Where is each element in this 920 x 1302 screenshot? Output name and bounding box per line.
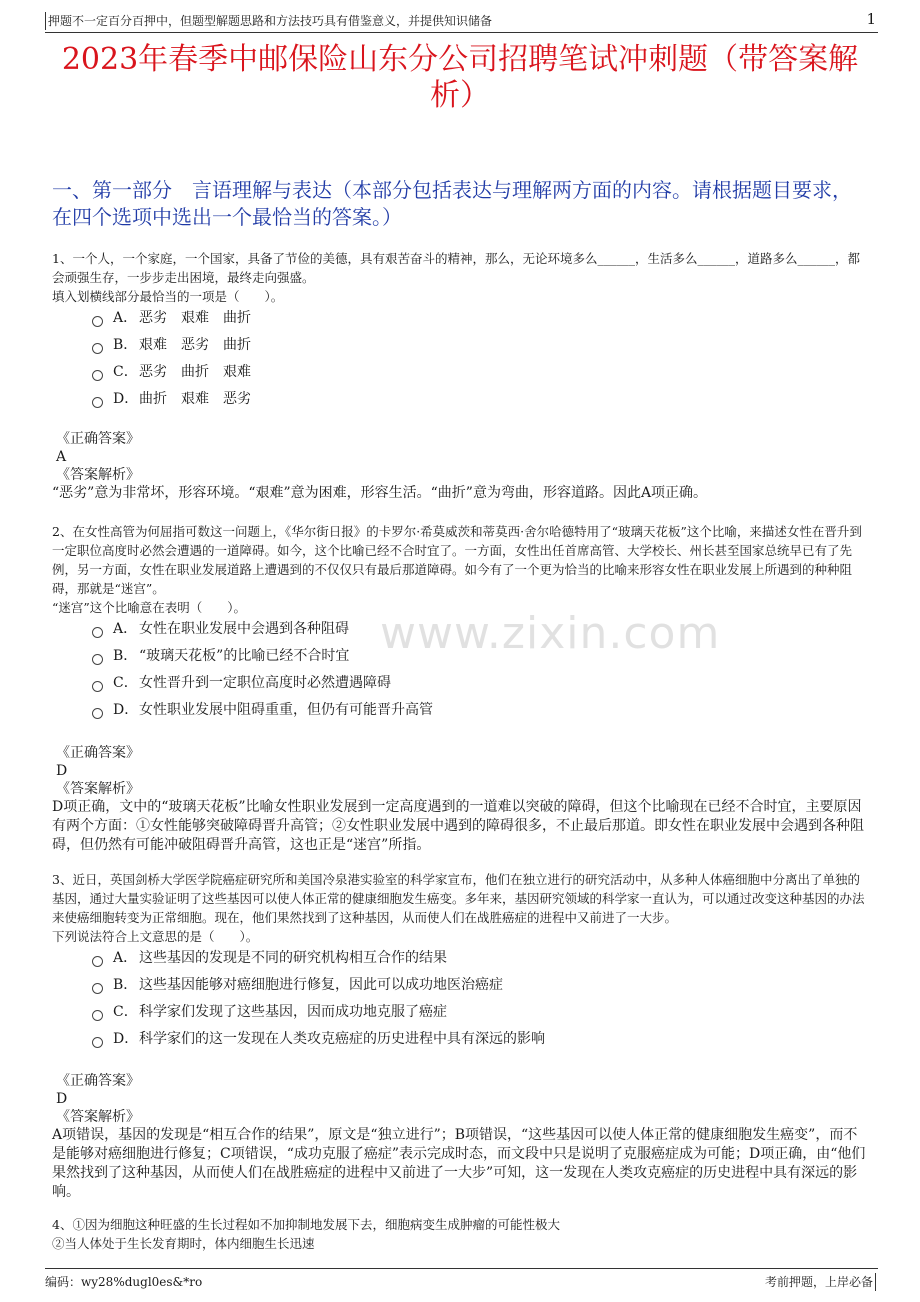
option-d[interactable]: D． 女性职业发展中阻碍重重，但仍有可能晋升高管 <box>92 697 852 724</box>
footer-code: 编码：wy28%dugl0es&*ro <box>45 1275 203 1289</box>
watermark: www.zixin.com <box>380 608 721 659</box>
question-4-line-2: ②当人体处于生长发育期时，体内细胞生长迅速 <box>52 1236 315 1251</box>
explain-tag: 《答案解析》 <box>56 467 140 483</box>
radio-icon[interactable] <box>92 1037 103 1048</box>
explanation: A项错误，基因的发现是“相互合作的结果”，原文是“独立进行”；B项错误，“这些基因可以使人体正常的健康细胞发生癌变”，而不是能够对癌细胞进行修复；C项错误，“成功克服了癌症”表示完成时态，而文段中只是说明了克服癌症成为可能；D项正确，由“他们果然找到了这种基因，从而使人们在战胜癌症的进程中又前进了一大步”可知，这一发现在人类攻克癌症的历史进程中具有深远的影响。 <box>52 1127 866 1200</box>
radio-icon[interactable] <box>92 654 103 665</box>
page-header <box>45 10 878 33</box>
question-4-line-1: 4、①因为细胞这种旺盛的生长过程如不加抑制地发展下去，细胞病变生成肿瘤的可能性极大 <box>52 1217 560 1232</box>
radio-icon[interactable] <box>92 343 103 354</box>
explain-tag: 《答案解析》 <box>56 781 140 797</box>
option-b[interactable]: B． 这些基因能够对癌细胞进行修复，因此可以成功地医治癌症 <box>92 972 852 999</box>
page-number: 1 <box>866 10 876 28</box>
radio-icon[interactable] <box>92 316 103 327</box>
radio-icon[interactable] <box>92 681 103 692</box>
answer-tag: 《正确答案》 <box>56 1073 140 1089</box>
answer-tag: 《正确答案》 <box>56 745 140 761</box>
option-c[interactable]: C． 科学家们发现了这些基因，因而成功地克服了癌症 <box>92 999 852 1026</box>
option-a[interactable]: A． 女性在职业发展中会遇到各种阻碍 <box>92 616 852 643</box>
radio-icon[interactable] <box>92 397 103 408</box>
question-3-prompt: 下列说法符合上文意思的是（ ）。 <box>52 929 259 944</box>
radio-icon[interactable] <box>92 708 103 719</box>
page-footer <box>45 1268 878 1289</box>
option-d[interactable]: D． 曲折 艰难 恶劣 <box>92 386 852 413</box>
answer-value: D <box>56 1091 68 1107</box>
document-title: 2023年春季中邮保险山东分公司招聘笔试冲刺题（带答案解析） <box>61 42 859 113</box>
option-a[interactable]: A． 这些基因的发现是不同的研究机构相互合作的结果 <box>92 945 852 972</box>
question-1-prompt: 填入划横线部分最恰当的一项是（ ）。 <box>52 289 284 304</box>
option-b[interactable]: B． 艰难 恶劣 曲折 <box>92 332 852 359</box>
answer-tag: 《正确答案》 <box>56 431 140 447</box>
question-3-answer <box>52 1072 867 1202</box>
explanation: “恶劣”意为非常坏，形容环境。“艰难”意为困难，形容生活。“曲折”意为弯曲，形容道路。因此A项正确。 <box>52 485 708 501</box>
option-b[interactable]: B． “玻璃天花板”的比喻已经不合时宜 <box>92 643 852 670</box>
question-2-answer <box>52 744 867 855</box>
question-3-stem: 3、近日，英国剑桥大学医学院癌症研究所和美国冷泉港实验室的科学家宣布，他们在独立进行的研究活动中，从多种人体癌细胞中分离出了单独的基因，通过大量实验证明了这些基因可以使人体正常的健康细胞发生癌变。多年来，基因研究领域的科学家一直认为，可以通过改变这种基因的办法来使癌细胞转变为正常细胞。现在，他们果然找到了这种基因，从而使人们在战胜癌症的进程中又前进了一大步。 <box>52 872 865 925</box>
question-2-stem: 2、在女性高管为何屈指可数这一问题上，《华尔街日报》的卡罗尔·希莫威茨和蒂莫西·舍尔哈德特用了“玻璃天花板”这个比喻，来描述女性在晋升到一定职位高度时必然会遭遇的一道障碍。如今，这个比喻已经不合时宜了。一方面，女性出任首席高管、大学校长、州长甚至国家总统早已有了先例，另一方面，女性在职业发展道路上遭遇到的不仅仅只有最后那道障碍。如今有了一个更为恰当的比喻来形容女性在职业发展上所遇到的种种阻碍，那就是“迷宫”。 <box>52 524 862 596</box>
question-2-prompt: “迷宫”这个比喻意在表明（ ）。 <box>52 600 247 615</box>
radio-icon[interactable] <box>92 1010 103 1021</box>
footer-slogan: 考前押题，上岸必备 <box>765 1273 876 1291</box>
question-1-answer <box>52 430 867 503</box>
question-3-options <box>92 945 852 1053</box>
radio-icon[interactable] <box>92 627 103 638</box>
answer-value: D <box>56 763 68 779</box>
question-1-stem: 1、一个人，一个家庭，一个国家，具备了节俭的美德，具有艰苦奋斗的精神，那么，无论环境多么______，生活多么______，道路多么______，都会顽强生存，一步步走出困境，最终走向强盛。 <box>52 251 860 285</box>
option-c[interactable]: C． 恶劣 曲折 艰难 <box>92 359 852 386</box>
radio-icon[interactable] <box>92 983 103 994</box>
explain-tag: 《答案解析》 <box>56 1109 140 1125</box>
answer-value: A <box>56 449 67 465</box>
explanation: D项正确，文中的“玻璃天花板”比喻女性职业发展到一定高度遇到的一道难以突破的障碍，但这个比喻现在已经不合时宜，主要原因有两个方面：①女性能够突破障碍晋升高管；②女性职业发展中遇到的障碍很多，不止最后那道。即女性在职业发展中会遇到各种阻碍，但仍然有可能冲破阻碍晋升高管，这也正是“迷宫”所指。 <box>52 799 864 853</box>
option-a[interactable]: A． 恶劣 艰难 曲折 <box>92 305 852 332</box>
option-d[interactable]: D． 科学家们的这一发现在人类攻克癌症的历史进程中具有深远的影响 <box>92 1026 852 1053</box>
header-disclaimer: 押题不一定百分百押中，但题型解题思路和方法技巧具有借鉴意义，并提供知识储备 <box>45 12 492 30</box>
radio-icon[interactable] <box>92 370 103 381</box>
option-c[interactable]: C． 女性晋升到一定职位高度时必然遭遇障碍 <box>92 670 852 697</box>
section-heading: 一、第一部分 言语理解与表达（本部分包括表达与理解两方面的内容。请根据题目要求，在四个选项中选出一个最恰当的答案。） <box>52 178 852 229</box>
radio-icon[interactable] <box>92 956 103 967</box>
question-1-options <box>92 305 852 413</box>
